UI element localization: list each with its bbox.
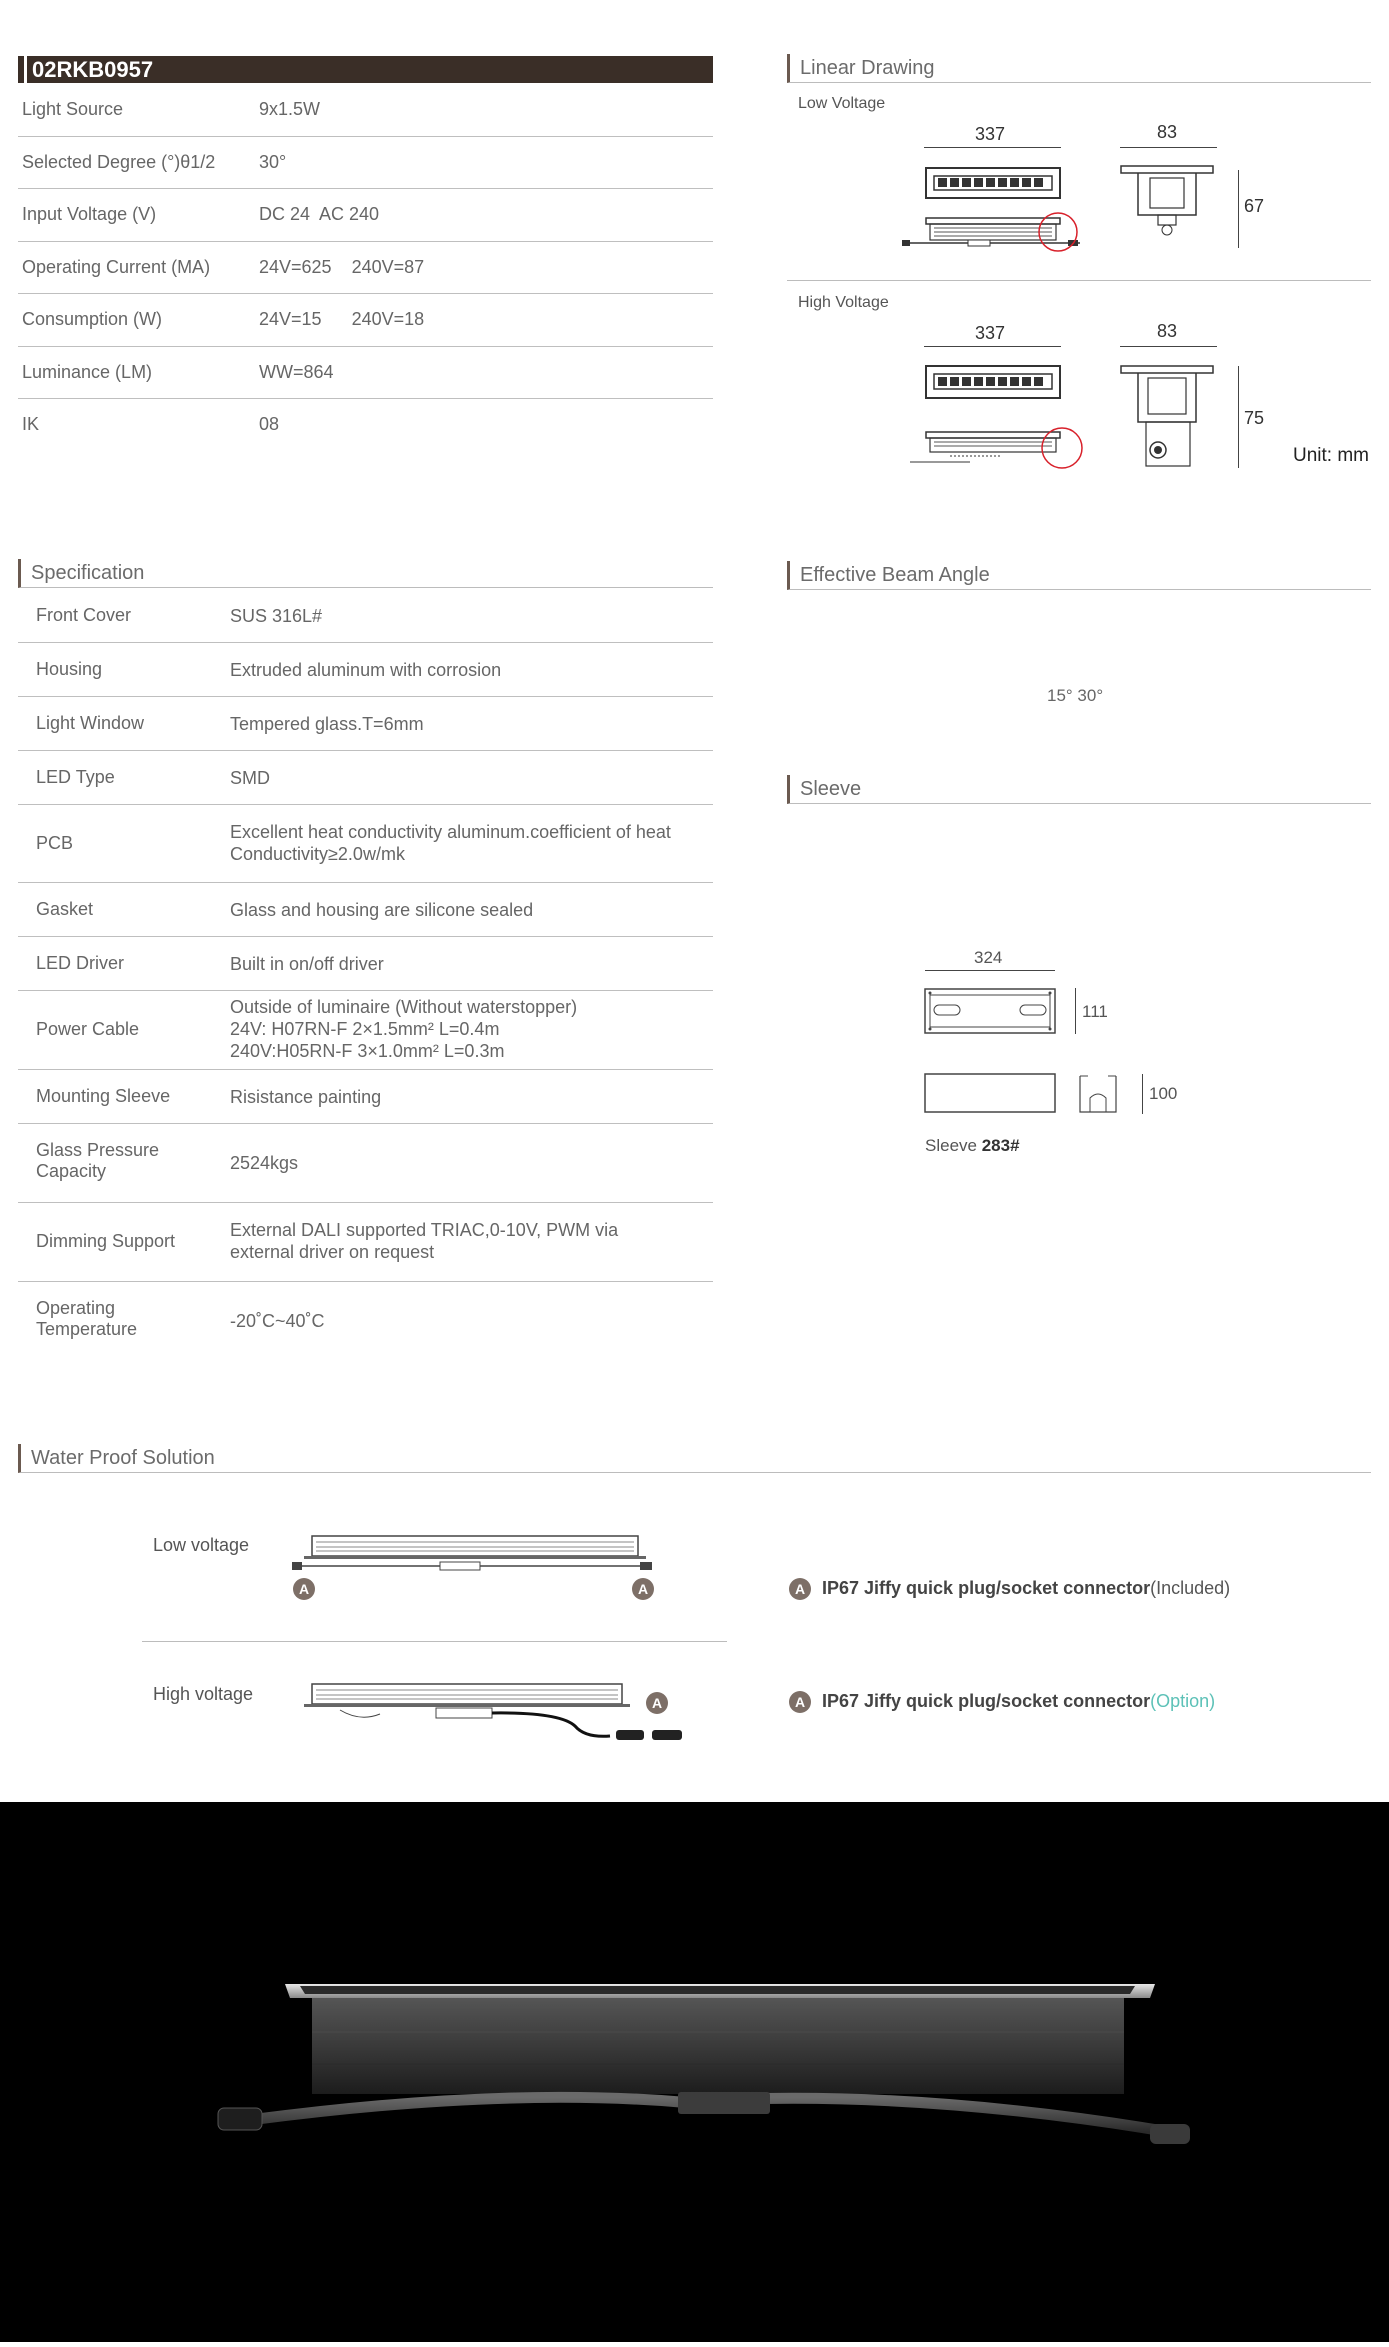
spec-value: 30° [259,151,287,172]
high-connector-info [789,1691,1215,1713]
sleeve-caption-prefix: Sleeve [925,1136,982,1155]
connector-a-badge: A [789,1578,811,1600]
sleeve-width-dim: 111 [1082,1002,1108,1021]
low-connector-name: IP67 Jiffy quick plug/socket connector [822,1578,1151,1598]
connector-a-badge: A [646,1692,668,1714]
sleeve-height-dim-line [1142,1074,1143,1114]
spec-value: Outside of luminaire (Without waterstopper) 24V: H07RN-F 2×1.5mm² L=0.4m 240V:H05RN-F 3×1.0mm² L=0.3m [230,997,578,1061]
spec-row [18,1124,713,1203]
connector-a-badge: A [293,1578,315,1600]
spec-value: Extruded aluminum with corrosion [230,660,502,680]
sleeve-length-dim: 324 [974,948,1003,967]
water-proof-divider [142,1641,727,1642]
high-voltage-front-drawing [900,360,1090,470]
sleeve-caption [925,1136,1020,1156]
spec-row [18,137,713,190]
spec-row [18,84,713,137]
specification-table [18,590,713,1360]
spec-label: Operating Current (MA) [22,256,211,277]
high-height-dim: 75 [1244,408,1265,428]
spec-label: LED Type [36,767,115,787]
low-height-dim: 67 [1244,196,1265,216]
spec-value: Tempered glass.T=6mm [230,714,424,734]
spec-value: External DALI supported TRIAC,0-10V, PWM via external driver on request [230,1220,619,1262]
high-width-dim-line [1120,346,1217,347]
spec-label: Housing [36,659,103,679]
low-connector-info [789,1578,1230,1600]
unit-label: Unit: mm [1293,445,1369,466]
spec-row [18,590,713,643]
sleeve-code: 283# [981,1136,1020,1155]
spec-value: 08 [259,414,280,434]
spec-label: Input Voltage (V) [22,204,157,224]
spec-label: Consumption (W) [22,309,163,329]
spec-value: 24V=15 240V=18 [259,309,425,329]
spec-value: Built in on/off driver [230,954,384,974]
high-height-dim-line [1238,366,1239,468]
spec-value: -20˚C~40˚C [230,1311,325,1331]
beam-angle-title: Effective Beam Angle [787,561,1371,590]
spec-label: Gasket [36,899,94,919]
spec-row [18,1203,713,1282]
spec-label: Power Cable [36,1019,140,1039]
specification-title: Specification [18,559,713,588]
spec-label: LED Driver [36,953,125,973]
spec-row [18,1070,713,1124]
low-voltage-side-drawing [1118,160,1218,250]
spec-label: IK [22,414,40,434]
water-proof-title: Water Proof Solution [18,1444,1371,1473]
spec-value: 2524kgs [230,1153,299,1173]
spec-row [18,294,713,347]
beam-angle-value: 15° 30° [1047,686,1104,705]
low-width-dim: 83 [1157,122,1178,142]
spec-value: SMD [230,768,270,788]
low-width-dim-line [1120,147,1217,148]
spec-row [18,937,713,991]
low-voltage-front-drawing [900,160,1090,260]
spec-row [18,697,713,751]
spec-label: Mounting Sleeve [36,1086,171,1106]
low-voltage-label: Low Voltage [798,95,886,112]
sleeve-width-dim-line [1075,988,1076,1034]
low-length-dim-line [924,147,1061,148]
spec-label: Selected Degree (°)θ1/2 [22,151,216,172]
spec-label: Light Window [36,713,145,733]
spec-value: SUS 316L# [230,606,323,626]
low-voltage-connector-drawing [290,1530,660,1600]
spec-row [18,991,713,1070]
sleeve-side-drawing [920,1070,1120,1116]
low-connector-note: (Included) [1150,1578,1231,1598]
model-title-bar [18,56,713,83]
high-voltage-connector-drawing [300,1678,700,1748]
high-length-dim-line [924,346,1061,347]
spec-label: PCB [36,833,74,853]
high-connector-note: (Option) [1150,1691,1216,1711]
spec-label: Operating Temperature [36,1298,138,1339]
spec-row [18,189,713,242]
high-voltage-wp-label: High voltage [153,1684,254,1704]
high-voltage-label: High Voltage [798,294,889,311]
spec-value: DC 24 AC 240 [259,204,380,224]
sleeve-height-dim: 100 [1149,1084,1178,1103]
linear-drawing-title: Linear Drawing [787,54,1371,83]
spec-row [18,643,713,697]
spec-row [18,1282,713,1360]
spec-label: Glass Pressure Capacity [36,1140,160,1181]
top-spec-table [18,84,713,451]
connector-a-badge: A [789,1691,811,1713]
linear-drawing-divider [787,280,1371,281]
spec-row [18,347,713,400]
spec-row [18,242,713,295]
sleeve-length-dim-line [925,970,1055,971]
spec-row [18,399,713,451]
spec-label: Luminance (LM) [22,361,153,382]
spec-label: Dimming Support [36,1231,176,1251]
sleeve-title: Sleeve [787,775,1371,804]
spec-value: 24V=625 240V=87 [259,256,425,277]
low-voltage-wp-label: Low voltage [153,1535,250,1555]
spec-label: Front Cover [36,605,132,625]
spec-value: WW=864 [259,361,334,382]
spec-row [18,751,713,805]
connector-a-badge: A [632,1578,654,1600]
low-length-dim: 337 [975,124,1006,144]
spec-value: Glass and housing are silicone sealed [230,900,534,920]
spec-row [18,805,713,883]
spec-value: Risistance painting [230,1087,382,1107]
high-length-dim: 337 [975,323,1006,343]
sleeve-top-drawing [920,985,1060,1037]
product-photo-panel [0,1802,1389,2342]
spec-value: 9x1.5W [259,99,321,119]
spec-value: Excellent heat conductivity aluminum.coefficient of heat Conductivity≥2.0w/mk [230,822,671,864]
high-voltage-side-drawing [1118,360,1218,475]
low-height-dim-line [1238,170,1239,248]
linear-light-product-image [0,1802,1389,2342]
high-width-dim: 83 [1157,321,1178,341]
spec-row [18,883,713,937]
high-connector-name: IP67 Jiffy quick plug/socket connector [822,1691,1151,1711]
model-number: 02RKB0957 [32,57,154,82]
spec-label: Light Source [22,99,124,119]
